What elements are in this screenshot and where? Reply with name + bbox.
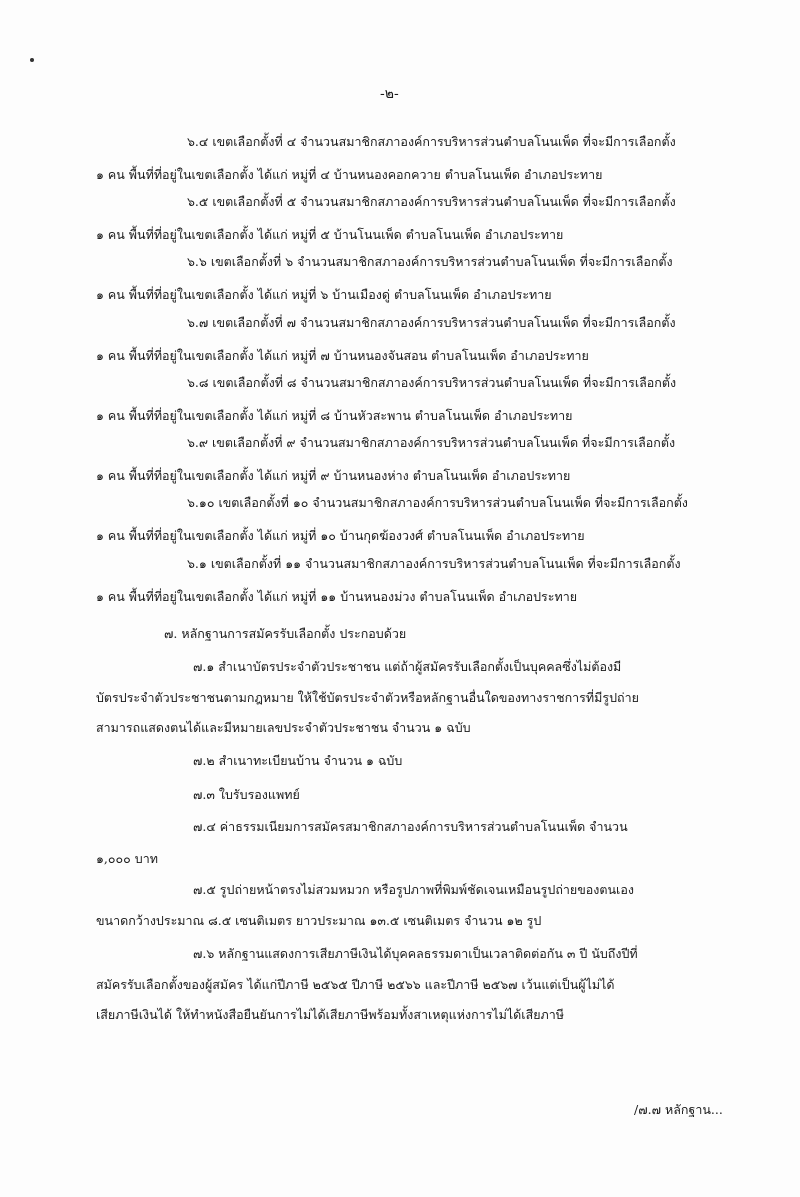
section-heading: ๗. หลักฐานการสมัครรับเลือกตั้ง ประกอบด้วย <box>164 626 407 641</box>
item-7-5: ขนาดกว้างประมาณ ๘.๕ เซนติเมตร ยาวประมาณ ๑๓.๕ เซนติเมตร จำนวน ๑๒ รูป <box>96 913 542 928</box>
district-line: ๖.๖ เขตเลือกตั้งที่ ๖ จำนวนสมาชิกสภาองค์การบริหารส่วนตำบลโนนเพ็ด ที่จะมีการเลือกตั้ง <box>187 254 673 269</box>
district-line: ๑ คน พื้นที่ที่อยู่ในเขตเลือกตั้ง ได้แก่ หมู่ที่ ๗ บ้านหนองจันสอน ตำบลโนนเพ็ด อำเภอประทาย <box>96 348 589 363</box>
item-7-5: ๗.๕ รูปถ่ายหน้าตรงไม่สวมหมวก หรือรูปภาพที่พิมพ์ชัดเจนเหมือนรูปถ่ายของตนเอง <box>193 882 634 897</box>
continuation-note: /๗.๗ หลักฐาน... <box>634 1102 723 1117</box>
district-line: ๑ คน พื้นที่ที่อยู่ในเขตเลือกตั้ง ได้แก่ หมู่ที่ ๘ บ้านหัวสะพาน ตำบลโนนเพ็ด อำเภอประทาย <box>96 408 573 423</box>
item-7-4: ๗.๔ ค่าธรรมเนียมการสมัครสมาชิกสภาองค์การบริหารส่วนตำบลโนนเพ็ด จำนวน <box>193 819 628 834</box>
item-7-6: สมัครรับเลือกตั้งของผู้สมัคร ได้แก่ปีภาษี ๒๕๖๕ ปีภาษี ๒๕๖๖ และปีภาษี ๒๕๖๗ เว้นแต่เป็นผู้ไม่ได้ <box>96 977 615 992</box>
page-number: -๒- <box>380 86 399 102</box>
scan-speck <box>30 58 34 62</box>
item-7-2: ๗.๒ สำเนาทะเบียนบ้าน จำนวน ๑ ฉบับ <box>193 753 403 768</box>
district-line: ๑ คน พื้นที่ที่อยู่ในเขตเลือกตั้ง ได้แก่ หมู่ที่ ๖ บ้านเมืองดู่ ตำบลโนนเพ็ด อำเภอประทาย <box>96 287 552 302</box>
district-line: ๖.๘ เขตเลือกตั้งที่ ๘ จำนวนสมาชิกสภาองค์การบริหารส่วนตำบลโนนเพ็ด ที่จะมีการเลือกตั้ง <box>187 375 677 390</box>
district-line: ๑ คน พื้นที่ที่อยู่ในเขตเลือกตั้ง ได้แก่ หมู่ที่ ๑๑ บ้านหนองม่วง ตำบลโนนเพ็ด อำเภอประทาย <box>96 589 578 604</box>
district-line: ๖.๑ เขตเลือกตั้งที่ ๑๑ จำนวนสมาชิกสภาองค์การบริหารส่วนตำบลโนนเพ็ด ที่จะมีการเลือกตั้ง <box>187 556 681 571</box>
district-line: ๖.๕ เขตเลือกตั้งที่ ๕ จำนวนสมาชิกสภาองค์การบริหารส่วนตำบลโนนเพ็ด ที่จะมีการเลือกตั้ง <box>187 194 676 209</box>
district-line: ๖.๙ เขตเลือกตั้งที่ ๙ จำนวนสมาชิกสภาองค์การบริหารส่วนตำบลโนนเพ็ด ที่จะมีการเลือกตั้ง <box>187 435 676 450</box>
district-line: ๑ คน พื้นที่ที่อยู่ในเขตเลือกตั้ง ได้แก่ หมู่ที่ ๕ บ้านโนนเพ็ด ตำบลโนนเพ็ด อำเภอประทาย <box>96 227 564 242</box>
district-line: ๖.๑๐ เขตเลือกตั้งที่ ๑๐ จำนวนสมาชิกสภาองค์การบริหารส่วนตำบลโนนเพ็ด ที่จะมีการเลือกตั้ง <box>187 495 688 510</box>
district-line: ๑ คน พื้นที่ที่อยู่ในเขตเลือกตั้ง ได้แก่ หมู่ที่ ๙ บ้านหนองห่าง ตำบลโนนเพ็ด อำเภอประทาย <box>96 468 571 483</box>
district-line: ๖.๗ เขตเลือกตั้งที่ ๗ จำนวนสมาชิกสภาองค์การบริหารส่วนตำบลโนนเพ็ด ที่จะมีการเลือกตั้ง <box>187 315 676 330</box>
item-7-1: สามารถแสดงตนได้และมีหมายเลขประจำตัวประชาชน จำนวน ๑ ฉบับ <box>96 720 471 735</box>
item-7-4: ๑,๐๐๐ บาท <box>96 851 158 866</box>
district-line: ๖.๔ เขตเลือกตั้งที่ ๔ จำนวนสมาชิกสภาองค์การบริหารส่วนตำบลโนนเพ็ด ที่จะมีการเลือกตั้ง <box>187 134 676 149</box>
district-line: ๑ คน พื้นที่ที่อยู่ในเขตเลือกตั้ง ได้แก่ หมู่ที่ ๑๐ บ้านกุดฆ้องวงศ์ ตำบลโนนเพ็ด อำเภอประทาย <box>96 528 585 543</box>
item-7-3: ๗.๓ ใบรับรองแพทย์ <box>193 787 300 802</box>
item-7-1: ๗.๑ สำเนาบัตรประจำตัวประชาชน แต่ถ้าผู้สมัครรับเลือกตั้งเป็นบุคคลซึ่งไม่ต้องมี <box>193 659 622 674</box>
item-7-6: ๗.๖ หลักฐานแสดงการเสียภาษีเงินได้บุคคลธรรมดาเป็นเวลาติดต่อกัน ๓ ปี นับถึงปีที่ <box>193 946 638 961</box>
district-line: ๑ คน พื้นที่ที่อยู่ในเขตเลือกตั้ง ได้แก่ หมู่ที่ ๔ บ้านหนองคอกควาย ตำบลโนนเพ็ด อำเภอประทาย <box>96 167 603 182</box>
item-7-1: บัตรประจำตัวประชาชนตามกฎหมาย ให้ใช้บัตรประจำตัวหรือหลักฐานอื่นใดของทางราชการที่มีรูปถ่าย <box>96 690 639 705</box>
item-7-6: เสียภาษีเงินได้ ให้ทำหนังสือยืนยันการไม่ได้เสียภาษีพร้อมทั้งสาเหตุแห่งการไม่ได้เสียภาษี <box>96 1007 565 1022</box>
